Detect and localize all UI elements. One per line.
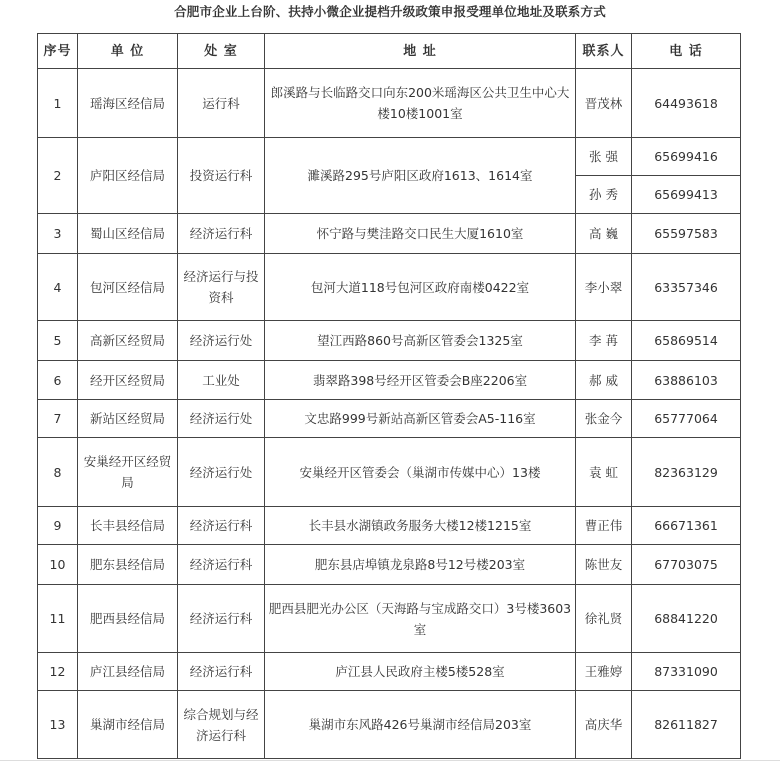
row-unit: 新站区经贸局 <box>78 400 178 438</box>
row-office: 工业处 <box>178 361 265 400</box>
row-phone: 63357346 <box>632 254 741 321</box>
contact-table <box>37 33 741 759</box>
row-contact: 高庆华 <box>576 691 632 759</box>
row-phone: 63886103 <box>632 361 741 400</box>
row-phone: 64493618 <box>632 69 741 138</box>
table-row <box>38 138 741 176</box>
page-title: 合肥市企业上台阶、扶持小微企业提档升级政策申报受理单位地址及联系方式 <box>174 4 606 19</box>
row-contact: 陈世友 <box>576 545 632 585</box>
row-address: 巢湖市东风路426号巢湖市经信局203室 <box>265 691 576 759</box>
row-office: 经济运行处 <box>178 438 265 507</box>
row-contact: 袁 虹 <box>576 438 632 507</box>
header-office: 处 室 <box>178 34 265 69</box>
row-index: 9 <box>38 507 78 545</box>
table-row <box>38 438 741 507</box>
row-unit: 庐阳区经信局 <box>78 138 178 214</box>
row-index: 3 <box>38 214 78 254</box>
row-contact: 李 苒 <box>576 321 632 361</box>
row-address: 怀宁路与樊洼路交口民生大厦1610室 <box>265 214 576 254</box>
header-index: 序号 <box>38 34 78 69</box>
row-unit: 经开区经贸局 <box>78 361 178 400</box>
row-index: 4 <box>38 254 78 321</box>
row-office: 经济运行科 <box>178 214 265 254</box>
row-unit: 蜀山区经信局 <box>78 214 178 254</box>
header-unit: 单 位 <box>78 34 178 69</box>
row-address: 肥东县店埠镇龙泉路8号12号楼203室 <box>265 545 576 585</box>
bottom-divider <box>0 760 780 761</box>
row-office: 经济运行与投资科 <box>178 254 265 321</box>
row-office: 经济运行处 <box>178 321 265 361</box>
row-contact: 晋茂林 <box>576 69 632 138</box>
row-address: 肥西县肥光办公区（天海路与宝成路交口）3号楼3603室 <box>265 585 576 653</box>
row-address: 文忠路999号新站高新区管委会A5-116室 <box>265 400 576 438</box>
row-unit: 瑶海区经信局 <box>78 69 178 138</box>
row-office: 经济运行科 <box>178 653 265 691</box>
row-phone: 67703075 <box>632 545 741 585</box>
table-row <box>38 254 741 321</box>
row-phone: 65699416 <box>632 138 741 176</box>
row-index: 10 <box>38 545 78 585</box>
row-address: 翡翠路398号经开区管委会B座2206室 <box>265 361 576 400</box>
row-contact: 高 巍 <box>576 214 632 254</box>
table-row <box>38 69 741 138</box>
row-office: 经济运行处 <box>178 400 265 438</box>
row-office: 经济运行科 <box>178 507 265 545</box>
row-contact: 曹正伟 <box>576 507 632 545</box>
row-phone: 82363129 <box>632 438 741 507</box>
table-row <box>38 545 741 585</box>
row-contact: 张 强 <box>576 138 632 176</box>
row-unit: 肥东县经信局 <box>78 545 178 585</box>
row-unit: 安巢经开区经贸局 <box>78 438 178 507</box>
row-phone: 65777064 <box>632 400 741 438</box>
row-phone: 66671361 <box>632 507 741 545</box>
row-office: 经济运行科 <box>178 545 265 585</box>
table-row <box>38 691 741 759</box>
row-index: 11 <box>38 585 78 653</box>
row-address: 郎溪路与长临路交口向东200米瑶海区公共卫生中心大楼10楼1001室 <box>265 69 576 138</box>
row-office: 经济运行科 <box>178 585 265 653</box>
row-address: 望江西路860号高新区管委会1325室 <box>265 321 576 361</box>
row-index: 5 <box>38 321 78 361</box>
table-row <box>38 361 741 400</box>
row-office: 运行科 <box>178 69 265 138</box>
row-unit: 包河区经信局 <box>78 254 178 321</box>
header-phone: 电 话 <box>632 34 741 69</box>
table-header-row <box>38 34 741 69</box>
row-index: 7 <box>38 400 78 438</box>
table-row <box>38 400 741 438</box>
row-address: 长丰县水湖镇政务服务大楼12楼1215室 <box>265 507 576 545</box>
row-address: 濉溪路295号庐阳区政府1613、1614室 <box>265 138 576 214</box>
row-address: 庐江县人民政府主楼5楼528室 <box>265 653 576 691</box>
table-row <box>38 653 741 691</box>
row-contact: 郝 威 <box>576 361 632 400</box>
row-phone: 87331090 <box>632 653 741 691</box>
header-contact: 联系人 <box>576 34 632 69</box>
row-phone: 65699413 <box>632 176 741 214</box>
row-contact: 张金今 <box>576 400 632 438</box>
table-row <box>38 321 741 361</box>
row-phone: 68841220 <box>632 585 741 653</box>
row-phone: 65597583 <box>632 214 741 254</box>
row-address: 包河大道118号包河区政府南楼0422室 <box>265 254 576 321</box>
table-row <box>38 585 741 653</box>
row-unit: 庐江县经信局 <box>78 653 178 691</box>
row-index: 2 <box>38 138 78 214</box>
row-index: 6 <box>38 361 78 400</box>
row-phone: 65869514 <box>632 321 741 361</box>
table-row <box>38 214 741 254</box>
row-index: 1 <box>38 69 78 138</box>
row-index: 12 <box>38 653 78 691</box>
row-unit: 肥西县经信局 <box>78 585 178 653</box>
row-contact: 孙 秀 <box>576 176 632 214</box>
row-contact: 李小翠 <box>576 254 632 321</box>
row-office: 投资运行科 <box>178 138 265 214</box>
row-address: 安巢经开区管委会（巢湖市传媒中心）13楼 <box>265 438 576 507</box>
row-contact: 王雅婷 <box>576 653 632 691</box>
row-phone: 82611827 <box>632 691 741 759</box>
table-row <box>38 507 741 545</box>
row-unit: 高新区经贸局 <box>78 321 178 361</box>
row-unit: 巢湖市经信局 <box>78 691 178 759</box>
row-office: 综合规划与经济运行科 <box>178 691 265 759</box>
row-unit: 长丰县经信局 <box>78 507 178 545</box>
row-index: 8 <box>38 438 78 507</box>
row-index: 13 <box>38 691 78 759</box>
header-address: 地 址 <box>265 34 576 69</box>
row-contact: 徐礼贤 <box>576 585 632 653</box>
